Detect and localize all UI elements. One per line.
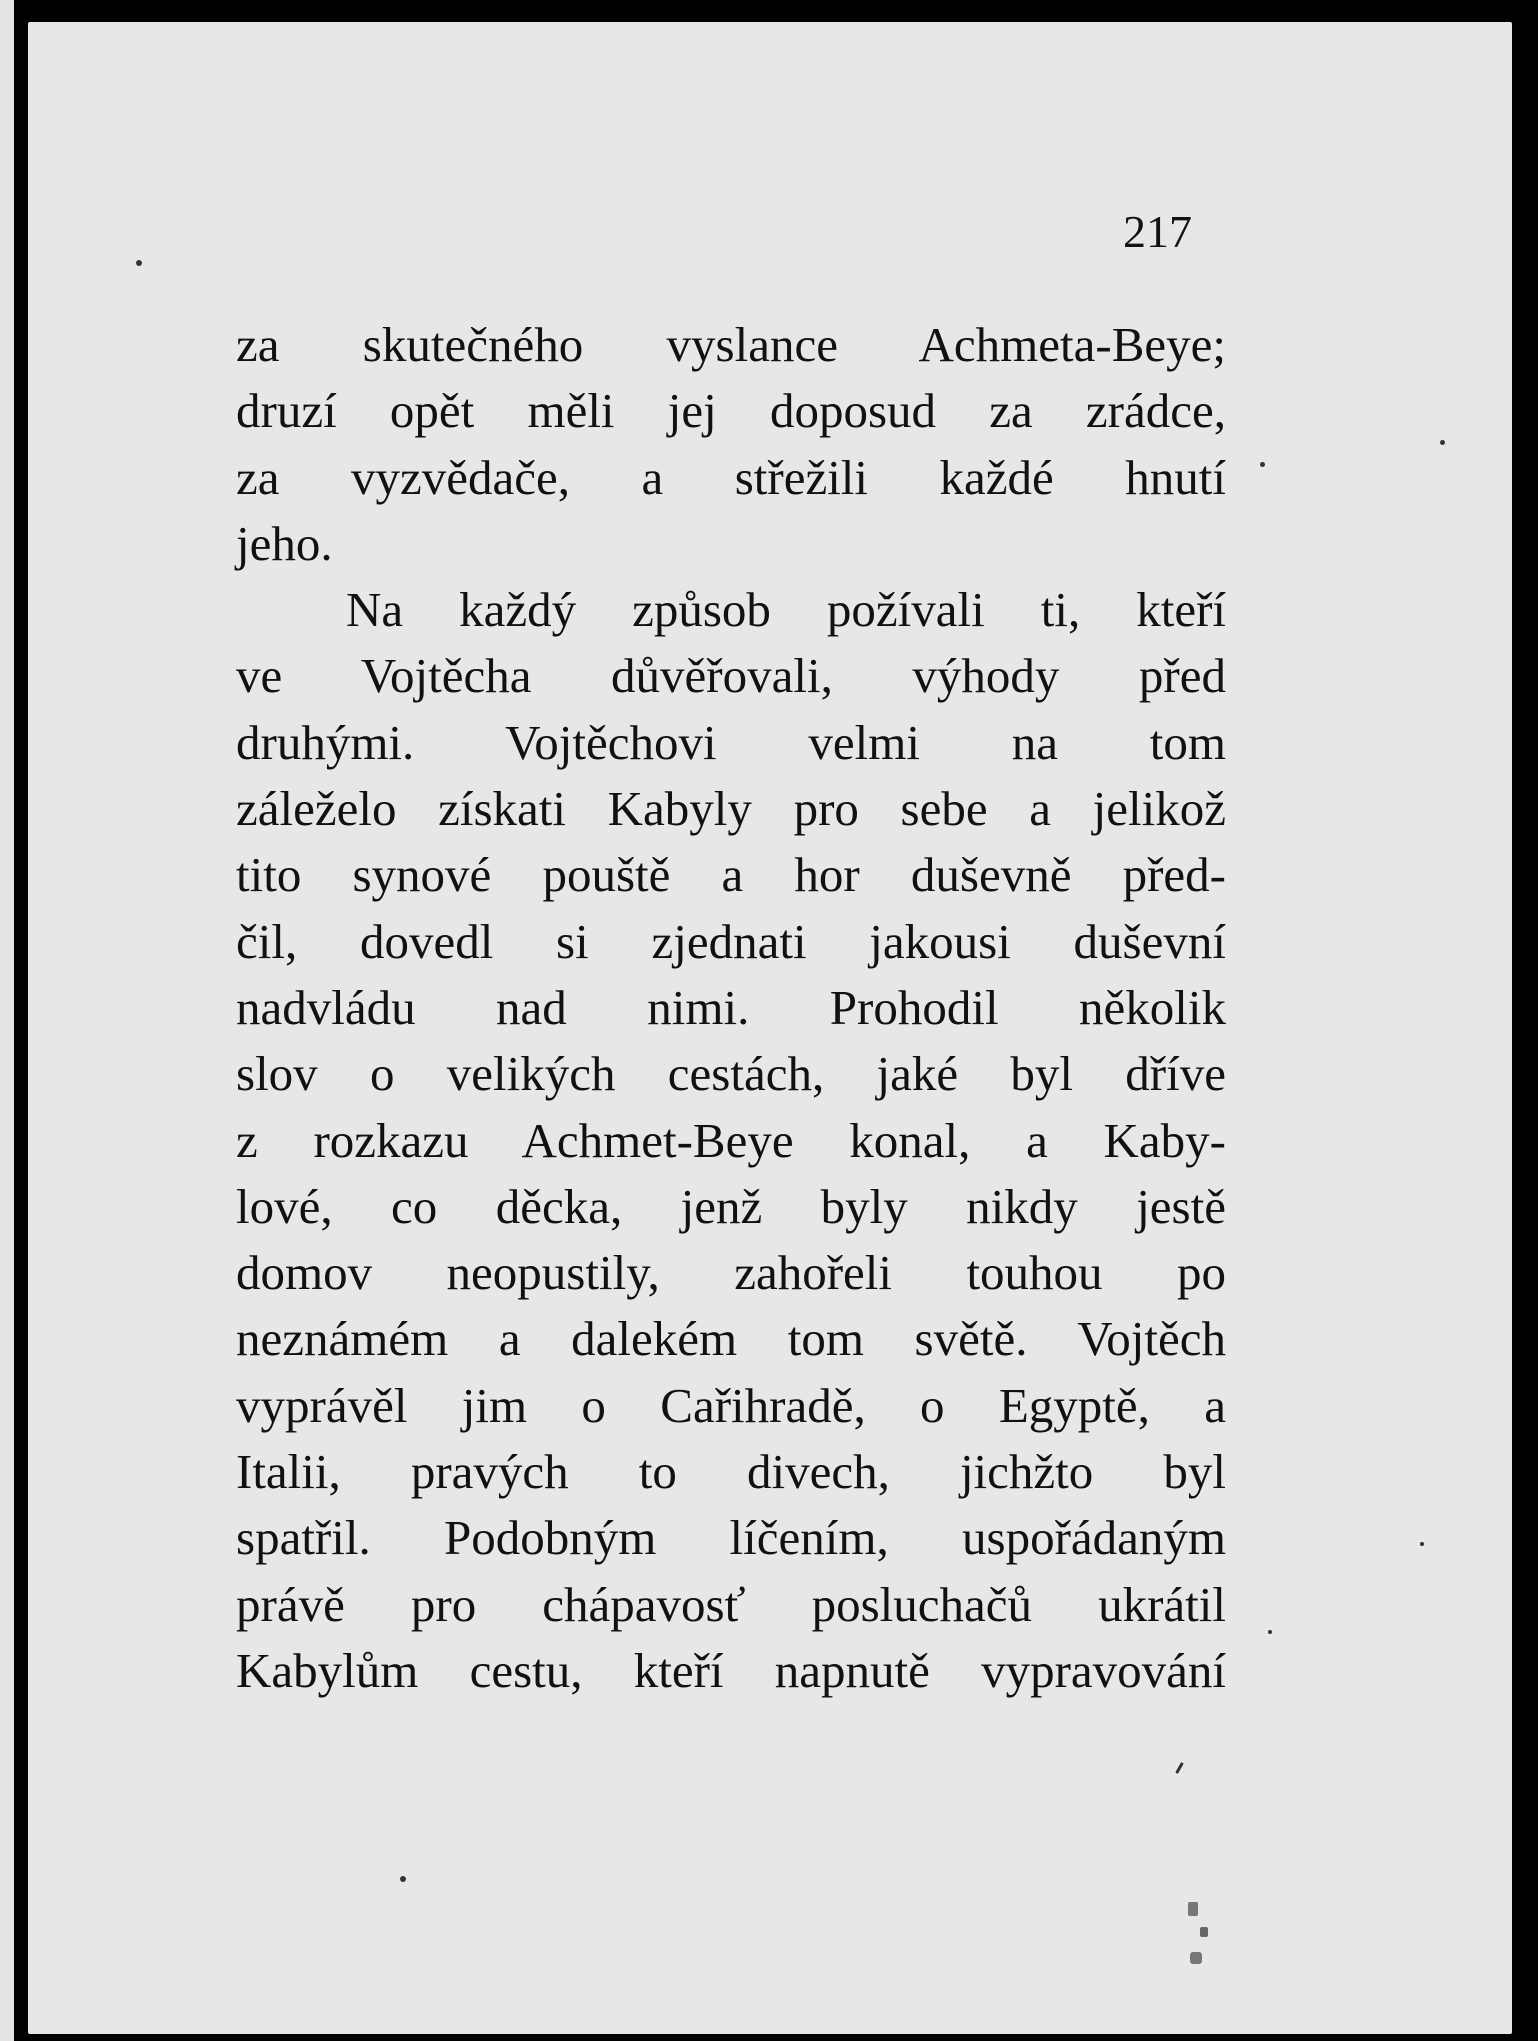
scan-speck bbox=[1190, 1952, 1202, 1964]
scan-speck bbox=[1260, 462, 1265, 467]
text-line: spatřil. Podobným líčením, uspořádaným bbox=[236, 1510, 1226, 1566]
text-line: nadvládu nad nimi. Prohodil několik bbox=[236, 979, 1226, 1035]
text-line: vyprávěl jim o Cařihradě, o Egyptě, a bbox=[236, 1377, 1226, 1433]
text-line: jeho. bbox=[236, 515, 333, 571]
text-line: za skutečného vyslance Achmeta-Beye; bbox=[236, 317, 1226, 372]
text-line: neznámém a dalekém tom světě. Vojtěch bbox=[236, 1311, 1226, 1367]
text-line: domov neopustily, zahořeli touhou po bbox=[236, 1245, 1226, 1301]
text-line: Italii, pravých to divech, jichžto byl bbox=[236, 1444, 1226, 1500]
text-line: slov o velikých cestách, jaké byl dříve bbox=[236, 1046, 1226, 1102]
text-line: Na každý způsob požívali ti, kteří bbox=[346, 582, 1226, 638]
text-line: druzí opět měli jej doposud za zrádce, bbox=[236, 383, 1226, 439]
scan-speck bbox=[136, 260, 142, 266]
scan-speck bbox=[400, 1876, 406, 1882]
book-page bbox=[28, 22, 1512, 2034]
scan-speck bbox=[1188, 1902, 1198, 1916]
scan-speck bbox=[1440, 440, 1445, 445]
text-line: ve Vojtěcha důvěřovali, výhody před bbox=[236, 648, 1226, 704]
text-line: čil, dovedl si zjednati jakousi duševní bbox=[236, 913, 1226, 969]
page-number: 217 bbox=[1123, 206, 1192, 257]
text-line: za vyzvědače, a střežili každé hnutí bbox=[236, 449, 1226, 505]
text-line: lové, co děcka, jenž byly nikdy jestě bbox=[236, 1178, 1226, 1234]
scan-speck bbox=[1268, 1630, 1272, 1634]
text-line: záleželo získati Kabyly pro sebe a jelikož bbox=[236, 781, 1226, 837]
text-line: druhými. Vojtěchovi velmi na tom bbox=[236, 714, 1226, 770]
scan-speck bbox=[1175, 1762, 1184, 1774]
scan-speck bbox=[1200, 1927, 1208, 1937]
scan-speck bbox=[1420, 1542, 1424, 1546]
text-line: tito synové pouště a hor duševně před- bbox=[236, 847, 1226, 903]
scan-left-edge bbox=[0, 0, 14, 2041]
text-line: Kabylům cestu, kteří napnutě vypravování bbox=[236, 1642, 1226, 1698]
text-line: právě pro chápavosť posluchačů ukrátil bbox=[236, 1576, 1226, 1632]
body-text bbox=[236, 312, 1226, 1704]
text-line: z rozkazu Achmet-Beye konal, a Kaby- bbox=[236, 1112, 1226, 1168]
